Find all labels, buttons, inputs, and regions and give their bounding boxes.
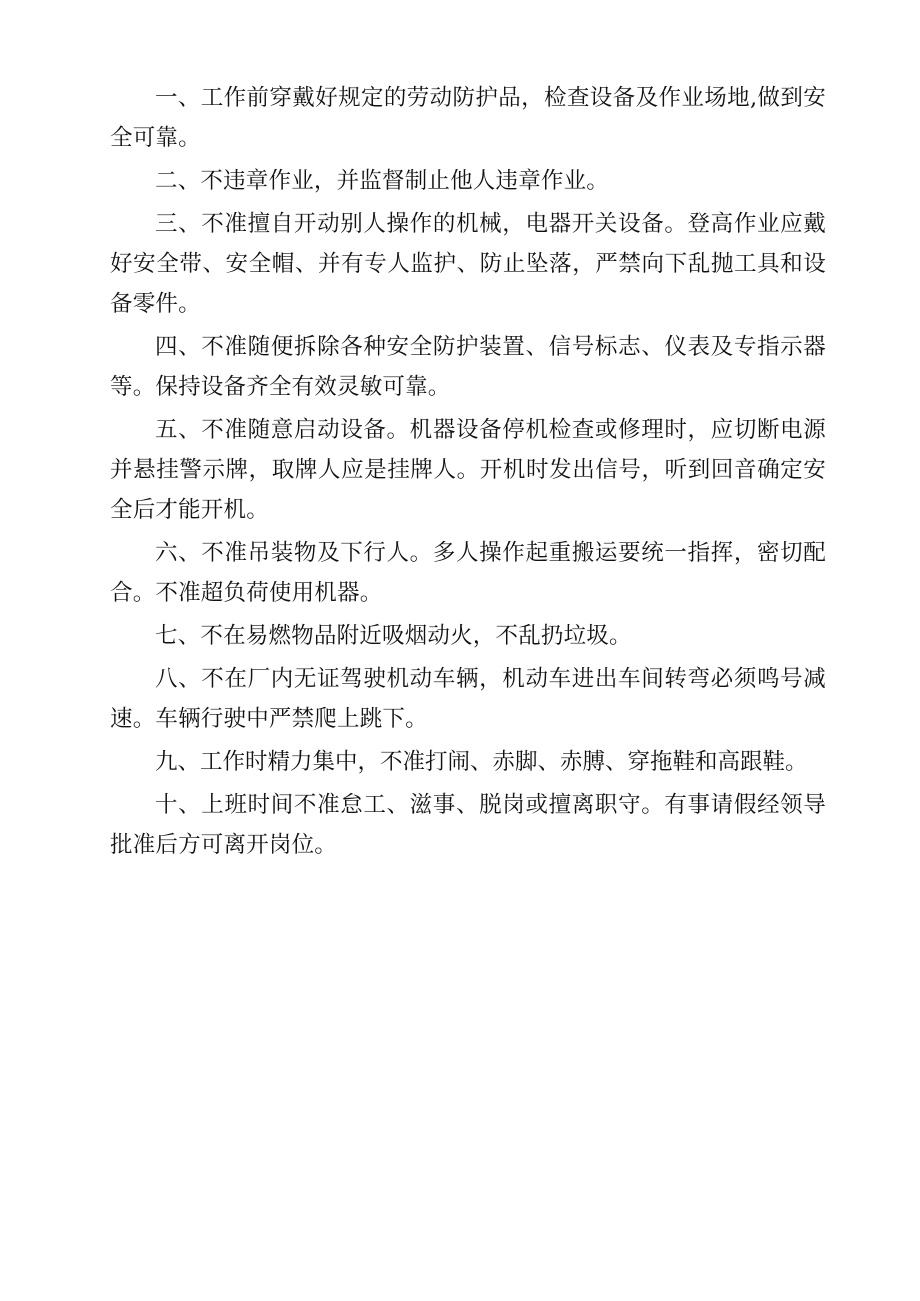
rule-paragraph-4: 四、不准随便拆除各种安全防护装置、信号标志、仪表及专指示器等。保持设备齐全有效灵敏可靠。	[110, 334, 826, 400]
rule-paragraph-2: 二、不违章作业，并监督制止他人违章作业。	[155, 168, 610, 194]
rule-paragraph-10: 十、上班时间不准怠工、滋事、脱岗或擅离职守。有事请假经领导批准后方可离开岗位。	[110, 792, 826, 858]
rule-paragraph-9: 九、工作时精力集中，不准打闹、赤脚、赤膊、穿拖鞋和高跟鞋。	[155, 749, 808, 775]
document-body	[110, 78, 826, 868]
rule-paragraph-6: 六、不准吊装物及下行人。多人操作起重搬运要统一指挥，密切配合。不准超负荷使用机器。	[110, 540, 826, 606]
rule-paragraph-8: 八、不在厂内无证驾驶机动车辆，机动车进出车间转弯必须鸣号减速。车辆行驶中严禁爬上跳下。	[110, 666, 826, 732]
rule-paragraph-5: 五、不准随意启动设备。机器设备停机检查或修理时，应切断电源并悬挂警示牌，取牌人应是挂牌人。开机时发出信号，听到回音确定安全后才能开机。	[110, 417, 826, 523]
rule-paragraph-7: 七、不在易燃物品附近吸烟动火，不乱扔垃圾。	[155, 623, 632, 649]
rule-paragraph-3: 三、不准擅自开动别人操作的机械，电器开关设备。登高作业应戴好安全带、安全帽、并有专人监护、防止坠落，严禁向下乱抛工具和设备零件。	[110, 211, 826, 317]
rule-paragraph-1: 一、工作前穿戴好规定的劳动防护品，检查设备及作业场地,做到安全可靠。	[110, 85, 826, 151]
